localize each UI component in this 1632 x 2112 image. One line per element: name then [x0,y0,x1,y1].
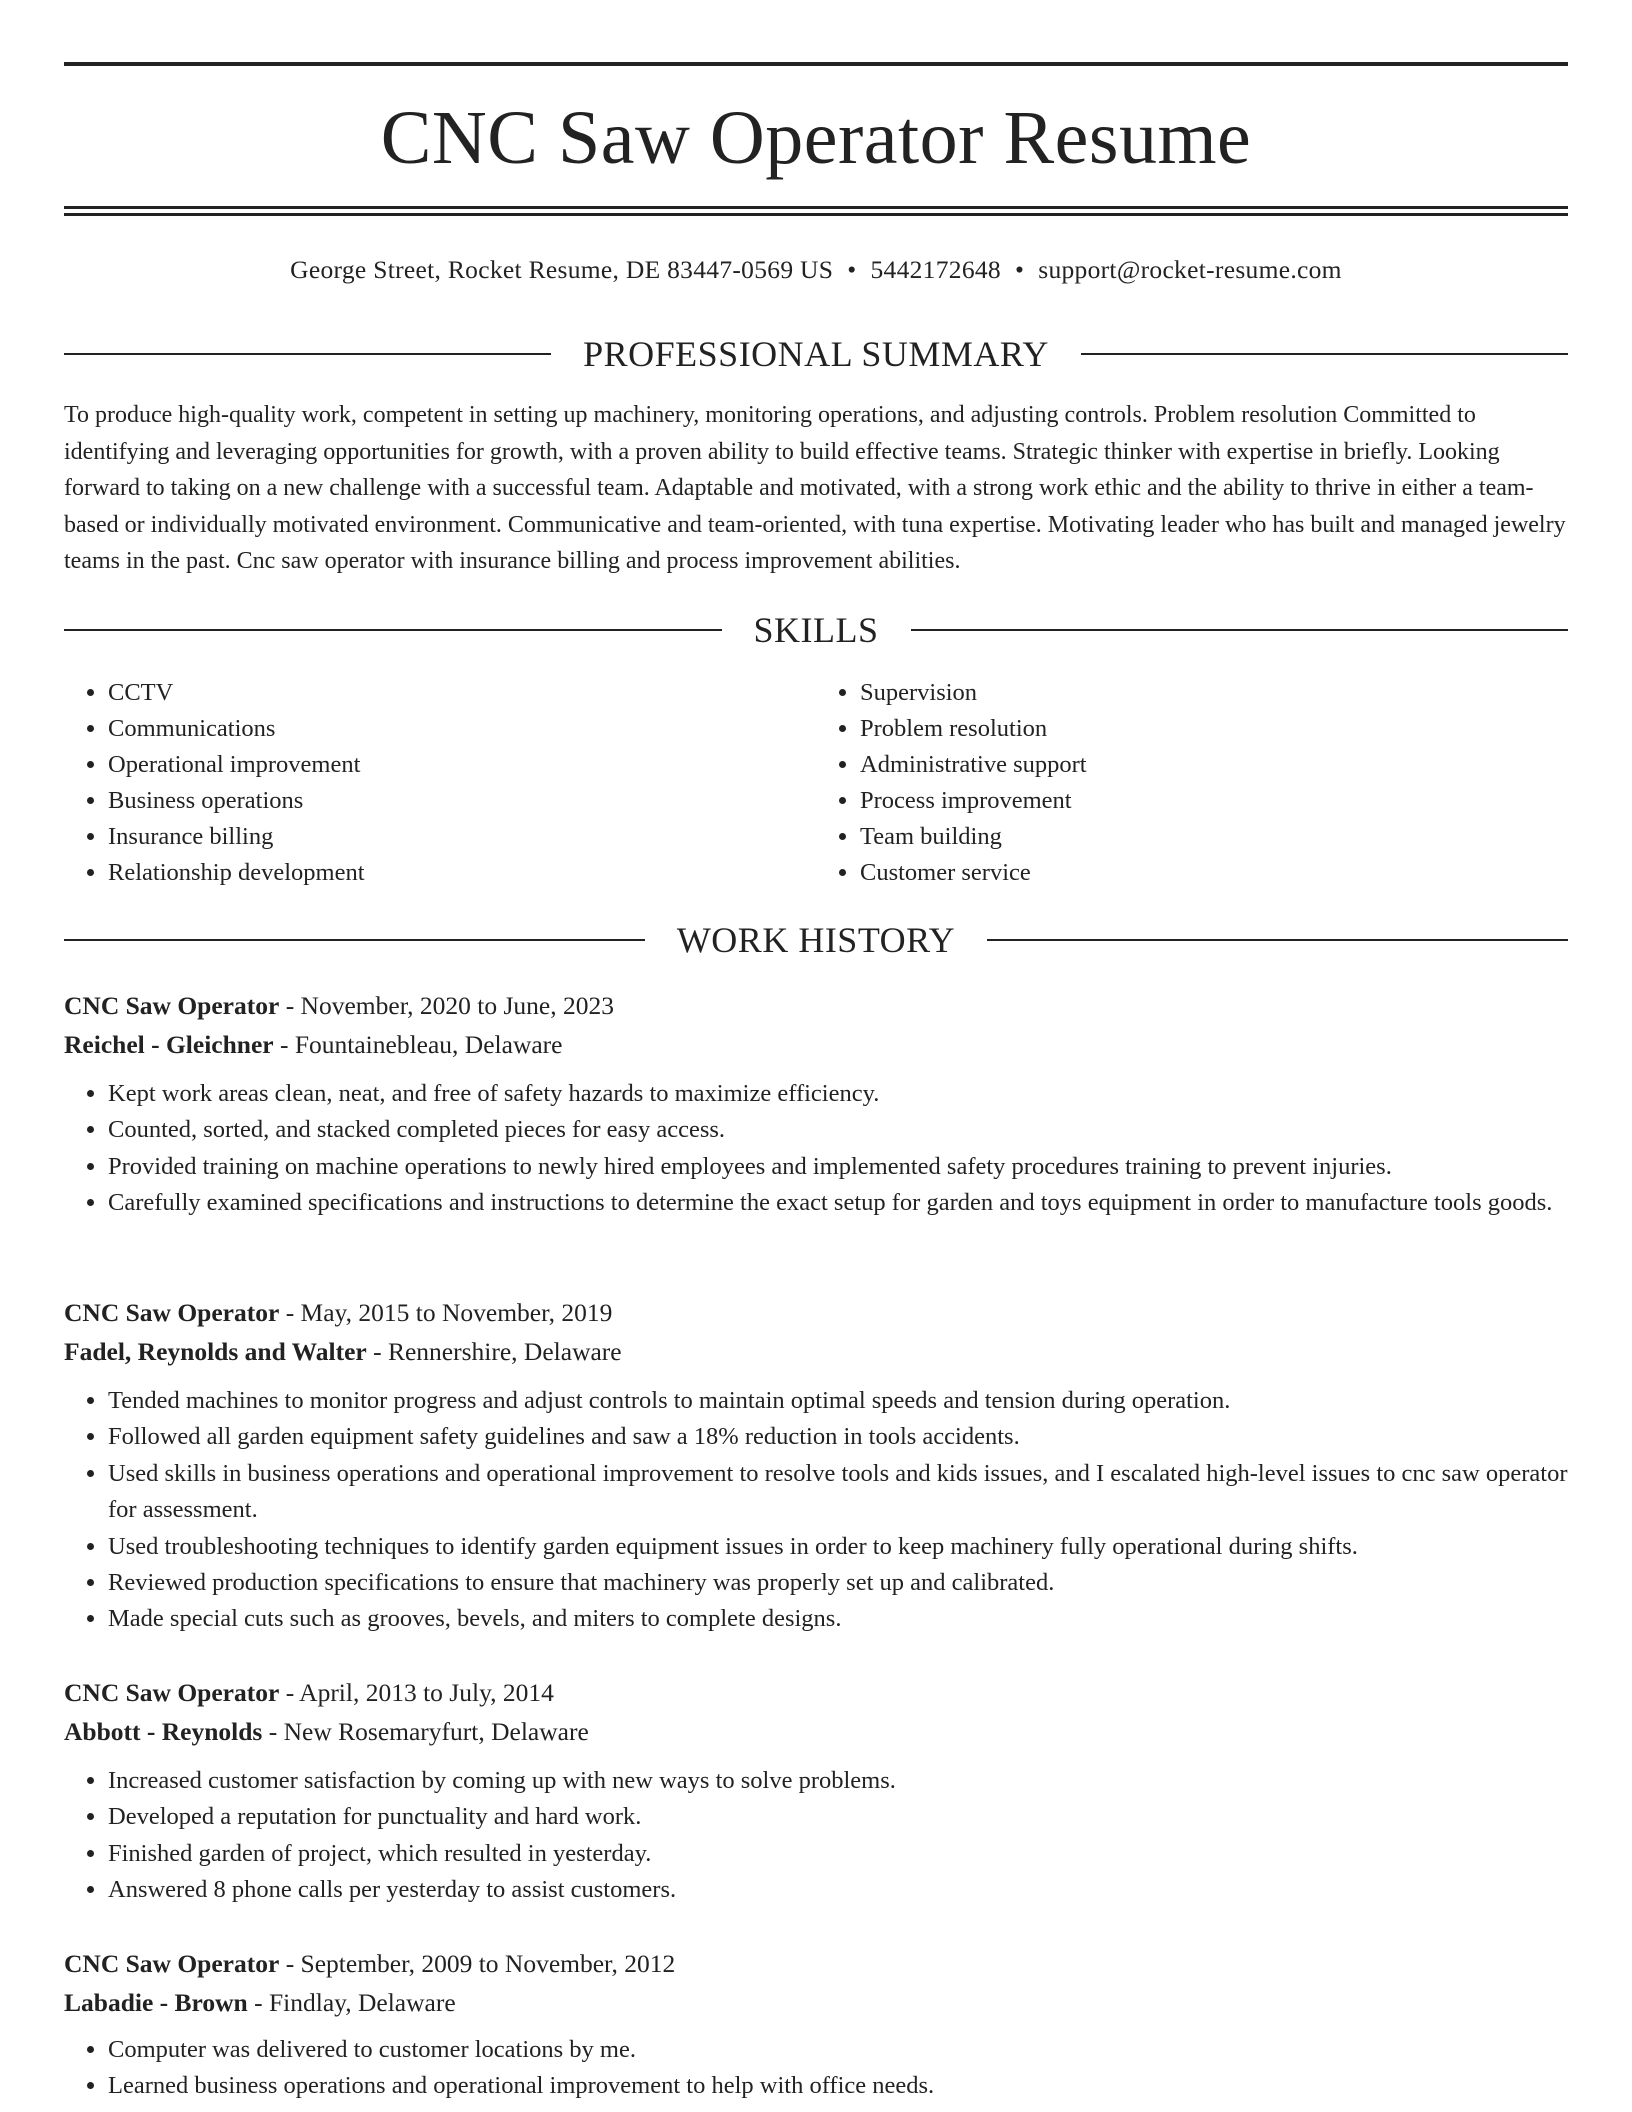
job-title-line [64,1293,1568,1332]
summary-section-heading [64,336,1568,372]
job-company-line [64,1025,1568,1064]
job-bullet: • Computer was delivered to customer locations by me. [108,2032,1568,2068]
job-title: CNC Saw Operator [64,991,280,1020]
skills-list [64,675,1568,891]
skill-item: • Administrative support [860,747,1568,783]
job-entry [64,1293,1568,1638]
job-bullets [64,2032,1568,2105]
contact-separator: • [847,255,857,284]
skill-item: • Insurance billing [108,819,816,855]
contact-address: George Street, Rocket Resume, DE 83447-0569 US [290,255,834,284]
heading-rule-right [1081,353,1568,355]
summary-text: To produce high-quality work, competent in setting up machinery, monitoring operations, and adjusting controls. Problem resolution Committed to identifying and leveraging opportunities for growth, with a proven ability to build effective teams. Strategic thinker with expertise in briefly. Looking forward to taking on a new challenge with a successful team. Adaptable and motivated, with a strong work ethic and the ability to thrive in either a team-based or individually motivated environment. Communicative and team-oriented, with tuna expertise. Motivating leader who has built and managed jewelry teams in the past. Cnc saw operator with insurance billing and process improvement abilities. [64,402,1566,574]
skill-item: • Supervision [860,675,1568,711]
skills-section-heading [64,612,1568,648]
title-double-rule [64,206,1568,216]
job-bullet: • Answered 8 phone calls per yesterday to assist customers. [108,1872,1568,1908]
job-dates: - September, 2009 to November, 2012 [279,1949,676,1978]
job-location: - Findlay, Delaware [247,1988,456,2017]
job-title-line [64,1944,1568,1983]
skill-item: • Relationship development [108,855,816,891]
job-bullets [64,1383,1568,1638]
job-entry [64,1673,1568,1909]
skill-item: • Customer service [860,855,1568,891]
skill-item: • Problem resolution [860,711,1568,747]
job-bullet: • Increased customer satisfaction by coming up with new ways to solve problems. [108,1763,1568,1799]
contact-line [64,257,1568,283]
job-title: CNC Saw Operator [64,1678,280,1707]
job-bullet: • Followed all garden equipment safety guidelines and saw a 18% reduction in tools accidents. [108,1419,1568,1455]
job-location: - Rennershire, Delaware [366,1337,622,1366]
summary-heading-label: PROFESSIONAL SUMMARY [583,334,1049,374]
job-bullet: • Carefully examined specifications and instructions to determine the exact setup for garden and toys equipment in order to manufacture tools goods. [108,1185,1568,1221]
job-bullet: • Used troubleshooting techniques to identify garden equipment issues in order to keep machinery fully operational during shifts. [108,1529,1568,1565]
job-dates: - April, 2013 to July, 2014 [279,1678,554,1707]
job-company: Fadel, Reynolds and Walter [64,1337,367,1366]
job-title-line [64,1673,1568,1712]
skills-column-left [64,675,816,891]
heading-rule-left [64,629,722,631]
job-bullet: • Learned business operations and operational improvement to help with office needs. [108,2068,1568,2104]
contact-email: support@rocket-resume.com [1038,255,1342,284]
job-bullet: • Reviewed production specifications to ensure that machinery was properly set up and calibrated. [108,1565,1568,1601]
job-bullet: • Tended machines to monitor progress and adjust controls to maintain optimal speeds and tension during operation. [108,1383,1568,1419]
heading-rule-right [987,939,1568,941]
job-bullets [64,1763,1568,1909]
skills-heading-label: SKILLS [753,610,879,650]
skills-column-right [816,675,1568,891]
job-dates: - November, 2020 to June, 2023 [279,991,614,1020]
job-dates: - May, 2015 to November, 2019 [279,1298,613,1327]
job-company-line [64,1712,1568,1751]
heading-rule-left [64,353,551,355]
job-bullet: • Provided training on machine operations to newly hired employees and implemented safety procedures training to prevent injuries. [108,1149,1568,1185]
heading-rule-left [64,939,645,941]
job-bullet: • Finished garden of project, which resulted in yesterday. [108,1836,1568,1872]
job-bullet: • Counted, sorted, and stacked completed pieces for easy access. [108,1112,1568,1148]
job-title: CNC Saw Operator [64,1949,280,1978]
skill-item: • Operational improvement [108,747,816,783]
job-bullets [64,1076,1568,1222]
job-bullet: • Made special cuts such as grooves, bevels, and miters to complete designs. [108,1601,1568,1637]
job-company: Reichel - Gleichner [64,1030,274,1059]
job-title-line [64,986,1568,1025]
top-rule [64,62,1568,66]
contact-separator: • [1014,255,1025,284]
skill-item: • Business operations [108,783,816,819]
skill-item: • Process improvement [860,783,1568,819]
job-bullet: • Developed a reputation for punctuality and hard work. [108,1799,1568,1835]
job-company: Labadie - Brown [64,1988,248,2017]
job-entry [64,986,1568,1222]
job-entry [64,1944,1568,2105]
page-title: CNC Saw Operator Resume [380,96,1252,180]
job-company-line [64,1983,1568,2022]
job-bullet: • Used skills in business operations and operational improvement to resolve tools and kids issues, and I escalated high-level issues to cnc saw operator for assessment. [108,1456,1568,1529]
skill-item: • Communications [108,711,816,747]
skill-item: • CCTV [108,675,816,711]
job-location: - New Rosemaryfurt, Delaware [262,1717,589,1746]
heading-rule-right [911,629,1569,631]
job-company-line [64,1332,1568,1371]
skill-item: • Team building [860,819,1568,855]
contact-phone: 5442172648 [870,255,1001,284]
work-section-heading [64,922,1568,958]
job-company: Abbott - Reynolds [64,1717,263,1746]
job-title: CNC Saw Operator [64,1298,280,1327]
work-heading-label: WORK HISTORY [676,920,956,960]
job-bullet: • Kept work areas clean, neat, and free of safety hazards to maximize efficiency. [108,1076,1568,1112]
job-location: - Fountainebleau, Delaware [273,1030,563,1059]
